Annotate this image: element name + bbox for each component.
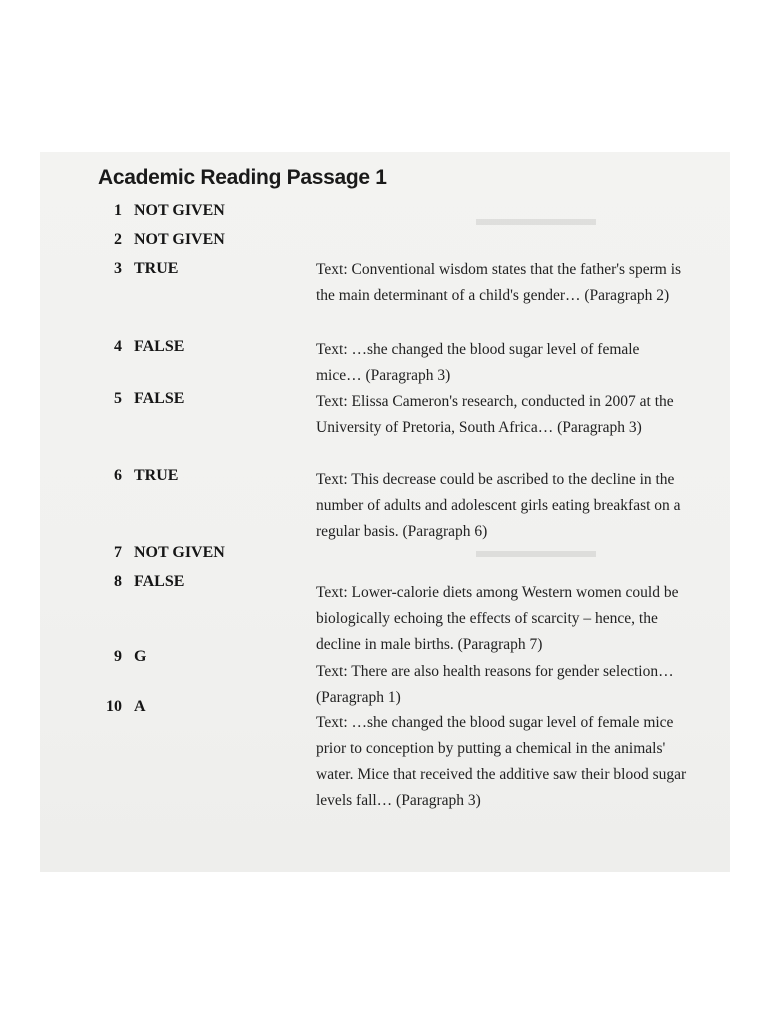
item-number: 4 — [114, 338, 122, 355]
page-title: Academic Reading Passage 1 — [98, 166, 387, 189]
item-evidence-text: Text: Lower-calorie diets among Western women could be biologically echoing the effects of scarcity – hence, the decline in male births. (Paragraph 7) — [316, 584, 679, 653]
item-answer: TRUE — [134, 260, 179, 277]
item-evidence-text: Text: There are also health reasons for gender selection… (Paragraph 1) — [316, 663, 674, 706]
item-answer: NOT GIVEN — [134, 202, 225, 219]
item-number: 7 — [114, 544, 122, 561]
item-answer: NOT GIVEN — [134, 544, 225, 561]
item-answer: FALSE — [134, 390, 185, 407]
item-answer: A — [134, 698, 146, 715]
item-number: 5 — [114, 390, 122, 407]
show-through-1: ▬▬▬▬▬▬ — [476, 208, 596, 230]
item-number: 9 — [114, 648, 122, 665]
item-evidence-text: Text: Elissa Cameron's research, conducted in 2007 at the University of Pretoria, South Africa… (Paragraph 3) — [316, 393, 674, 436]
show-through-2: ▬▬▬▬▬▬ — [476, 540, 596, 562]
item-number: 1 — [114, 202, 122, 219]
item-answer: NOT GIVEN — [134, 231, 225, 248]
item-number: 6 — [114, 467, 122, 484]
item-answer: TRUE — [134, 467, 179, 484]
item-number: 2 — [114, 231, 122, 248]
item-number: 8 — [114, 573, 122, 590]
item-answer: G — [134, 648, 147, 665]
item-answer: FALSE — [134, 338, 185, 355]
item-number: 10 — [106, 698, 122, 715]
item-answer: FALSE — [134, 573, 185, 590]
item-number: 3 — [114, 260, 122, 277]
item-evidence-text: Text: …she changed the blood sugar level of female mice… (Paragraph 3) — [316, 341, 640, 384]
item-evidence-text: Text: This decrease could be ascribed to the decline in the number of adults and adolescent girls eating breakfast on a regular basis. (Paragraph 6) — [316, 471, 681, 540]
item-evidence-text: Text: …she changed the blood sugar level of female mice prior to conception by putting a chemical in the animals' water. Mice that received the additive saw their blood sugar levels fall… (Paragraph 3) — [316, 714, 687, 809]
item-evidence-text: Text: Conventional wisdom states that the father's sperm is the main determinant of a child's gender… (Paragraph 2) — [316, 261, 682, 304]
